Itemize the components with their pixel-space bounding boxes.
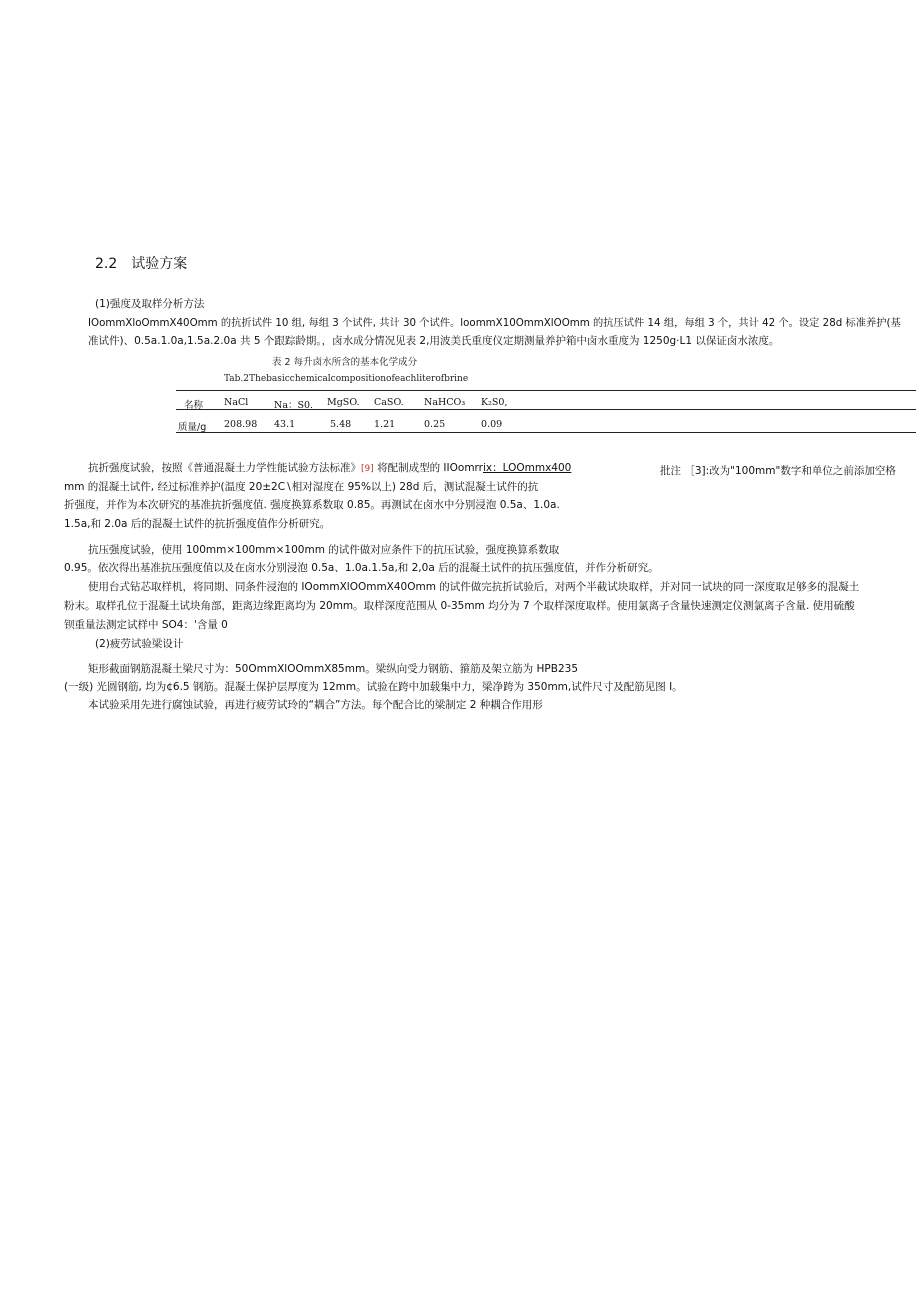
comment-text: ［3]:改为"100mm"数字和单位之前添加空格 <box>684 465 896 477</box>
section-heading <box>95 253 187 273</box>
paragraph-5-line-1: 矩形截面钢筋混凝土梁尺寸为：50OmmXlOOmmX85mm。梁纵向受力钢筋、箍筋及架立筋为 HPB235 <box>88 663 578 675</box>
table-caption-cn: 表 2 每升卤水所含的基本化学成分 <box>272 357 418 368</box>
table-value-mgso4: 5.48 <box>330 419 352 430</box>
table-row-header-mass: 质量/g <box>178 422 207 433</box>
paragraph-2-line-4: 1.5a,和 2.0a 后的混凝土试件的抗折强度值作分析研究。 <box>64 518 331 530</box>
table-col-mgso4: MgSO. <box>327 397 360 408</box>
paragraph-5-line-2: (一级) 光圆钢筋, 均为¢6.5 钢筋。混凝土保护层厚度为 12mm。试验在跨中加载集中力，梁净跨为 350mm,试件尺寸及配筋见图 I。 <box>64 681 683 693</box>
table-col-na2so4: Na：S0. <box>274 400 314 411</box>
paragraph-2-line-1 <box>88 462 571 476</box>
table-value-na2so4: 43.1 <box>274 419 296 430</box>
review-comment[interactable] <box>660 462 900 481</box>
subsection-heading-fatigue: (2)疲劳试验梁设计 <box>95 638 184 650</box>
section-title: 试验方案 <box>131 256 188 272</box>
section-number: 2.2 <box>95 256 118 272</box>
paragraph-1-line-1: IOommXloOmmX40Omm 的抗折试件 10 组, 每组 3 个试件, 共计 30 个试件。loommX10OmmXlOOmm 的抗压试件 14 组，每组 3 个，共计 42 个。设定 28d 标准养护(基 <box>88 317 901 329</box>
table-value-k2so4: 0.09 <box>481 419 503 430</box>
paragraph-2-commented-text[interactable]: ix：LOOmmx400 <box>483 462 572 474</box>
paragraph-4-line-2: 粉末。取样孔位于混凝土试块角部，距离边缘距离均为 20mm。取样深度范围从 0-35mm 均分为 7 个取样深度取样。使用氯离子含量快速测定仪测氯离子含量. 使用硫酸 <box>64 600 855 612</box>
paragraph-2-text-b: 将配制成型的 IIOomrr <box>377 462 483 474</box>
paragraph-3-line-1: 抗压强度试验，使用 100mm×100mm×100mm 的试件做对应条件下的抗压试验，强度换算系数取 <box>88 544 560 556</box>
table-row-header-name: 名称 <box>184 400 204 411</box>
table-col-nahco3: NaHCO₃ <box>424 397 466 408</box>
citation-ref[interactable]: [9] <box>361 464 374 474</box>
paragraph-2-text-a: 抗折强度试验，按照《普通混凝土力学性能试验方法标准》 <box>88 462 361 474</box>
paragraph-4-line-3: 钡重量法测定试样中 SO4：'含量 0 <box>64 619 228 631</box>
table-value-nacl: 208.98 <box>224 419 258 430</box>
table-caption-en: Tab.2Thebasicchemicalcompositionofeachliterofbrine <box>224 374 469 384</box>
paragraph-4-line-1: 使用台式钻芯取样机，将同期、同条件浸泡的 IOommXlOOmmX40Omm 的试件做完抗折试验后，对两个半截试块取样，并对同一试块的同一深度取足够多的混凝土 <box>88 581 860 593</box>
table-col-k2so4: K₂S0, <box>481 397 508 408</box>
subsection-heading-strength: (1)强度及取样分析方法 <box>95 298 205 310</box>
table-value-caso4: 1.21 <box>374 419 396 430</box>
paragraph-2-line-3: 折强度，并作为本次研究的基准抗折强度值. 强度换算系数取 0.85。再测试在卤水中分别浸泡 0.5a、1.0a. <box>64 499 560 511</box>
comment-label: 批注 <box>660 465 681 477</box>
table-col-caso4: CaSO. <box>374 397 404 408</box>
table-value-nahco3: 0.25 <box>424 419 446 430</box>
paragraph-2-line-2: mm 的混凝土试件, 经过标准养护(温度 20±2C∖相对湿度在 95%以上) 28d 后，测试混凝土试件的抗 <box>64 481 539 493</box>
table-bottom-rule <box>176 432 916 433</box>
table-col-nacl: NaCl <box>224 397 249 408</box>
paragraph-5-line-3: 本试验采用先进行腐蚀试验，再进行疲劳试玲的“耦合”方法。每个配合比的梁制定 2 种耦合作用形 <box>88 699 543 711</box>
paragraph-3-line-2: 0.95。依次得出基准抗压强度值以及在卤水分别浸泡 0.5a、1.0a.1.5a,和 2,0a 后的混凝土试件的抗压强度值，并作分析研究。 <box>64 562 659 574</box>
paragraph-1-line-2: 准试件)、0.5a.1.0a,1.5a.2.0a 共 5 个跟踪龄期。，卤水成分情况见表 2,用波美氏重度仪定期测量养护箱中卤水重度为 1250g·L1 以保证卤水浓度。 <box>88 335 780 347</box>
table-top-rule <box>176 390 916 391</box>
